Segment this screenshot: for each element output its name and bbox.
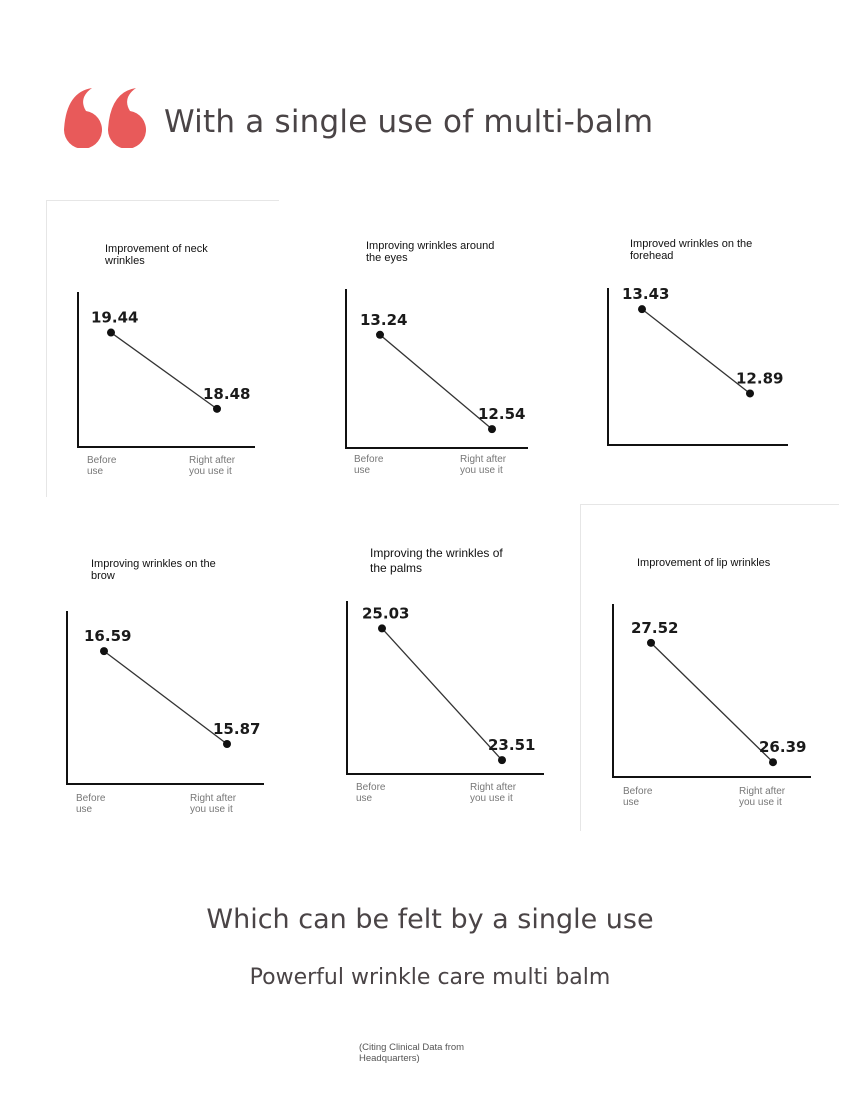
chart-panel-lips xyxy=(580,504,839,831)
tagline-primary: Which can be felt by a single use xyxy=(206,904,654,935)
chart-lips xyxy=(581,505,839,831)
category-label: Before use xyxy=(76,793,106,815)
chart-neck xyxy=(47,201,279,497)
chart-brow xyxy=(46,504,304,830)
chart-title: Improvement of neck wrinkles xyxy=(105,243,208,267)
data-label: 13.24 xyxy=(360,310,408,329)
series-line xyxy=(111,333,217,409)
data-label: 12.54 xyxy=(478,405,526,424)
data-point xyxy=(107,329,115,337)
data-label: 15.87 xyxy=(213,720,261,739)
category-label: Right after you use it xyxy=(470,782,517,804)
data-point xyxy=(223,740,231,748)
chart-title: Improving wrinkles around the eyes xyxy=(366,240,495,264)
category-label: Right after you use it xyxy=(189,455,236,477)
citation-note: (Citing Clinical Data from Headquarters) xyxy=(359,1042,465,1064)
data-label: 16.59 xyxy=(84,627,132,646)
category-label: Before use xyxy=(623,786,653,808)
chart-eyes xyxy=(316,200,556,496)
data-label: 26.39 xyxy=(759,738,807,757)
data-point xyxy=(647,639,655,647)
data-point xyxy=(769,758,777,766)
chart-panel-eyes xyxy=(316,200,556,496)
data-point xyxy=(498,756,506,764)
data-point xyxy=(100,647,108,655)
quote-mark-icon xyxy=(58,86,146,148)
data-label: 18.48 xyxy=(203,384,251,403)
tagline-secondary: Powerful wrinkle care multi balm xyxy=(249,965,611,990)
chart-title: Improved wrinkles on the forehead xyxy=(630,238,753,262)
data-label: 25.03 xyxy=(362,604,410,623)
chart-title: Improvement of lip wrinkles xyxy=(637,557,771,569)
chart-title: Improving the wrinkles of the palms xyxy=(370,546,503,575)
category-label: Before use xyxy=(356,782,386,804)
chart-panel-forehead xyxy=(580,200,840,496)
data-point xyxy=(638,305,646,313)
category-label: Before use xyxy=(354,454,384,476)
page-title: With a single use of multi-balm xyxy=(164,104,654,140)
data-label: 19.44 xyxy=(91,308,139,327)
chart-panel-brow xyxy=(46,504,304,830)
series-line xyxy=(651,643,773,762)
data-label: 27.52 xyxy=(631,618,679,637)
category-label: Right after you use it xyxy=(190,793,237,815)
series-line xyxy=(642,309,750,393)
data-point xyxy=(376,331,384,339)
category-label: Right after you use it xyxy=(739,786,786,808)
data-label: 12.89 xyxy=(736,369,784,388)
series-line xyxy=(380,335,492,429)
chart-panel-palms xyxy=(316,504,556,830)
data-point xyxy=(378,624,386,632)
data-point xyxy=(213,405,221,413)
data-point xyxy=(488,425,496,433)
chart-title: Improving wrinkles on the brow xyxy=(91,558,216,582)
category-label: Right after you use it xyxy=(460,454,507,476)
series-line xyxy=(382,628,502,760)
data-label: 23.51 xyxy=(488,736,536,755)
series-line xyxy=(104,651,227,744)
chart-panel-neck xyxy=(46,200,279,497)
data-point xyxy=(746,389,754,397)
data-label: 13.43 xyxy=(622,285,670,304)
chart-palms xyxy=(316,504,556,830)
chart-forehead xyxy=(580,200,840,496)
category-label: Before use xyxy=(87,455,117,477)
